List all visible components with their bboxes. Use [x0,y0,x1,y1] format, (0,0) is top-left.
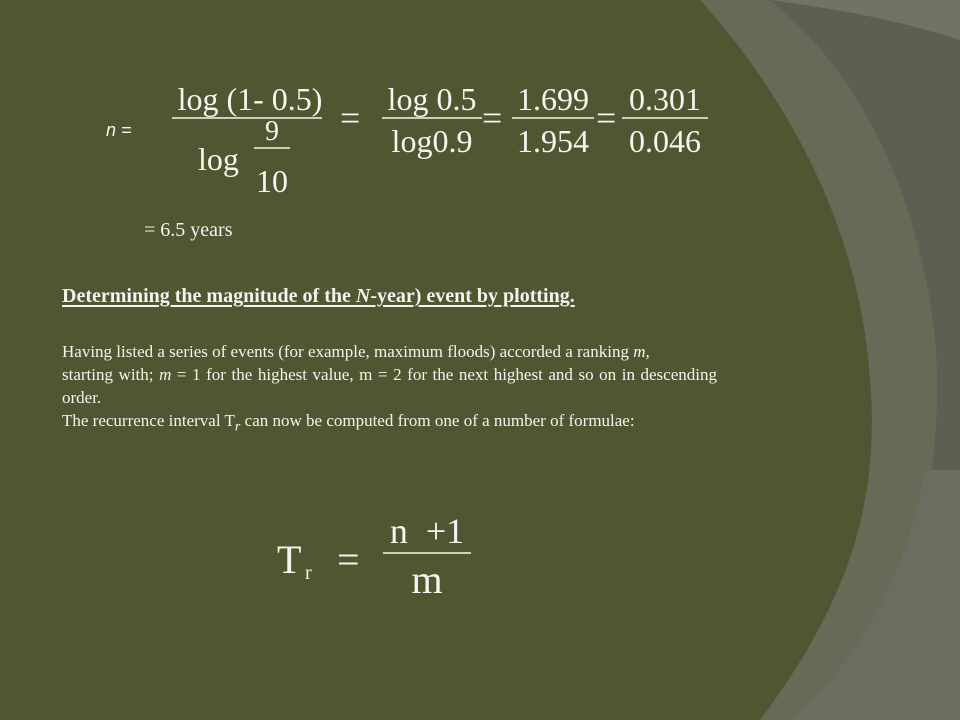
frac4-denominator: 0.046 [629,123,701,159]
equals-1: = [340,98,361,138]
p3-subscript-r: r [234,418,241,435]
frac3-denominator: 1.954 [517,123,589,159]
tr-equals: = [337,537,360,582]
equals-2: = [482,98,503,138]
heading-part-3: -year) event by plotting. [370,285,575,307]
frac2-denominator: log0.9 [391,123,473,159]
tr-numerator: n +1 [389,511,465,551]
tr-denominator: m [411,557,443,602]
heading-part-1: Determining the magnitude of the [62,285,356,307]
p2-text-a: starting with; [62,365,160,384]
paragraph-3 [62,409,717,438]
frac2-numerator: log 0.5 [387,81,477,117]
paragraph-1 [62,340,717,363]
frac1-den-numerator: 9 [265,116,279,147]
frac4-numerator: 0.301 [629,81,701,117]
result-text: = 6.5 years [144,219,233,241]
n-equals-label: n = [106,120,132,140]
p3-text-c: can now be computed from one of a number of formulae: [240,411,635,430]
paragraph-2 [62,363,717,409]
section-heading [62,285,722,308]
p1-italic-m: m, [633,342,650,361]
equation-tr [275,505,485,605]
frac1-den-log: log [198,141,239,177]
frac3-numerator: 1.699 [517,81,589,117]
frac1-numerator: log (1- 0.5) [177,81,323,117]
tr-T: T [277,537,302,582]
equation-n [160,70,720,205]
p2-text-c: = 1 for the highest value, m = 2 for the next highest and so on in descending order. [62,365,717,407]
body-text [62,340,717,438]
equals-3: = [596,98,617,138]
p1-text: Having listed a series of events (for example, maximum floods) accorded a ranking [62,342,634,361]
heading-part-2: N [355,285,371,307]
p3-text-a: The recurrence interval T [62,411,235,430]
frac1-den-denominator: 10 [256,163,288,199]
p2-italic-m: m [159,365,172,384]
tr-subscript: r [305,562,312,584]
